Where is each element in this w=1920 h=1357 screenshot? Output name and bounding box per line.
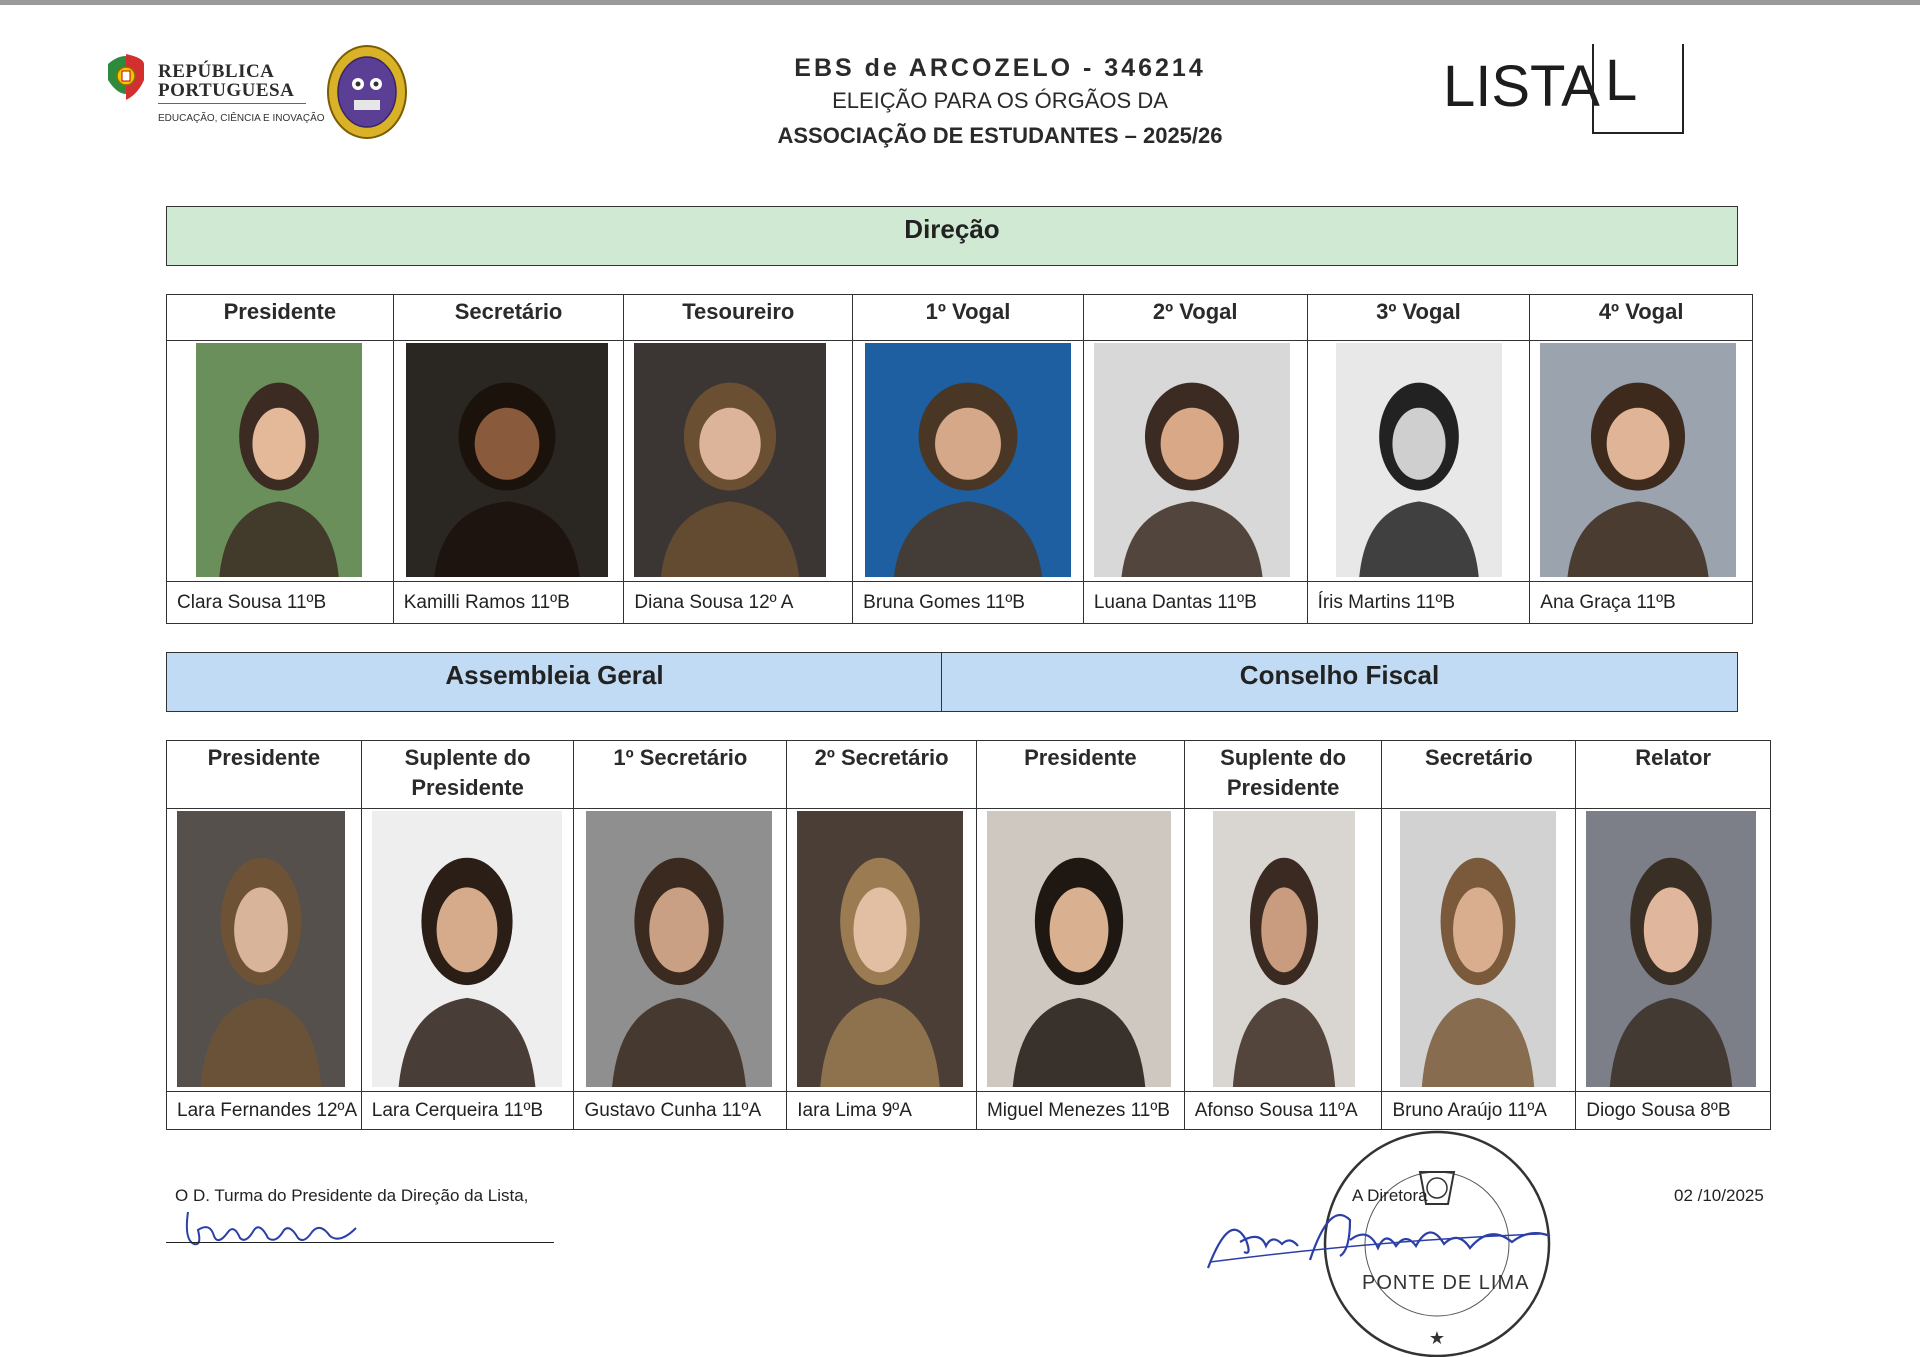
member-photo [865,343,1071,577]
member-name: Gustavo Cunha 11ºA [574,1091,786,1129]
member-card [787,741,977,1129]
election-title: ELEIÇÃO PARA OS ÓRGÃOS DA [832,88,1168,113]
member-name: Bruna Gomes 11ºB [853,581,1083,623]
school-title: EBS de ARCOZELO - 346214 [794,54,1206,82]
member-photo-cell [394,341,624,581]
republica-title [158,62,294,100]
document-date: 02 /10/2025 [1674,1186,1764,1205]
member-photo-cell [574,809,786,1091]
member-photo [1336,343,1502,577]
member-name: Afonso Sousa 11ºA [1185,1091,1382,1129]
member-name: Iara Lima 9ºA [787,1091,976,1129]
member-role: Tesoureiro [624,295,852,341]
member-photo-cell [1308,341,1530,581]
member-card [1185,741,1383,1129]
member-photo [1400,811,1556,1087]
member-name: Clara Sousa 11ºB [167,581,393,623]
svg-text:★: ★ [1428,1328,1446,1348]
member-role: Presidente [167,295,393,341]
member-card [853,295,1084,623]
member-role: Presidente [167,741,361,809]
conselho-section-header [941,652,1738,712]
member-name: Kamilli Ramos 11ºB [394,581,624,623]
association-title: ASSOCIAÇÃO DE ESTUDANTES – 2025/26 [777,123,1223,148]
member-name: Íris Martins 11ºB [1308,581,1530,623]
member-card [362,741,575,1129]
member-role: Relator [1576,741,1770,809]
member-name: Ana Graça 11ºB [1530,581,1752,623]
member-role: 2º Vogal [1084,295,1307,341]
member-photo [372,811,562,1087]
member-photo [1213,811,1355,1087]
member-role: Secretário [1382,741,1575,809]
member-role: Presidente [977,741,1184,809]
member-card [1530,295,1752,623]
signature-line-left [166,1242,554,1243]
member-photo [1540,343,1736,577]
member-photo-cell [624,341,852,581]
member-photo [406,343,608,577]
member-photo-cell [853,341,1083,581]
direcao-section-header [166,206,1738,266]
member-name: Diana Sousa 12º A [624,581,852,623]
member-photo-cell [1576,809,1770,1091]
member-photo-cell [1185,809,1382,1091]
turma-director-label: O D. Turma do Presidente da Direção da Lista, [175,1186,529,1205]
republica-line2: PORTUGUESA [158,80,295,101]
member-role: Secretário [394,295,624,341]
member-card [167,741,362,1129]
member-card [394,295,625,623]
member-name: Miguel Menezes 11ºB [977,1091,1184,1129]
member-role: 2º Secretário [787,741,976,809]
scan-top-edge [0,0,1920,5]
member-photo-cell [1084,341,1307,581]
member-photo [797,811,963,1087]
lista-letter: L [1605,48,1638,113]
member-name: Diogo Sousa 8ºB [1576,1091,1770,1129]
member-role: 1º Vogal [853,295,1083,341]
member-photo [177,811,345,1087]
member-name: Luana Dantas 11ºB [1084,581,1307,623]
member-role: 1º Secretário [574,741,786,809]
member-photo [196,343,362,577]
member-card [1382,741,1576,1129]
member-name: Lara Fernandes 12ºA [167,1091,361,1129]
member-name: Bruno Araújo 11ºA [1382,1091,1575,1129]
direcao-title: Direção [904,214,1000,244]
stamp-town-text: PONTE DE LIMA [1362,1272,1530,1294]
assembleia-title: Assembleia Geral [445,660,664,690]
member-card [574,741,787,1129]
member-photo [634,343,826,577]
lista-label: LISTA [1443,54,1600,119]
member-photo-cell [787,809,976,1091]
member-photo-cell [1530,341,1752,581]
member-card [977,741,1185,1129]
member-name: Lara Cerqueira 11ºB [362,1091,574,1129]
republica-subtitle: EDUCAÇÃO, CIÊNCIA E INOVAÇÃO [158,113,325,124]
diretora-label: A Diretora [1352,1186,1428,1205]
assembleia-section-header [166,652,942,712]
member-card [1308,295,1531,623]
member-card [1576,741,1770,1129]
republica-line1: REPÚBLICA [158,61,275,82]
member-photo [987,811,1171,1087]
member-card [1084,295,1308,623]
member-role: Suplente do Presidente [1185,741,1382,809]
republica-flag-logo [104,50,148,104]
member-photo-cell [362,809,574,1091]
school-emblem-logo [326,44,408,140]
member-role: Suplente do Presidente [362,741,574,809]
member-photo-cell [167,341,393,581]
member-photo [586,811,772,1087]
direcao-table [166,294,1753,624]
member-photo-cell [1382,809,1575,1091]
conselho-title: Conselho Fiscal [1239,660,1440,690]
member-photo-cell [167,809,361,1091]
member-role: 4º Vogal [1530,295,1752,341]
member-photo [1094,343,1290,577]
republica-divider [158,103,306,104]
member-photo [1586,811,1756,1087]
member-card [624,295,853,623]
member-photo-cell [977,809,1184,1091]
member-role: 3º Vogal [1308,295,1530,341]
assembleia-conselho-table [166,740,1771,1130]
diretora-signature [1200,1190,1570,1280]
member-card [167,295,394,623]
